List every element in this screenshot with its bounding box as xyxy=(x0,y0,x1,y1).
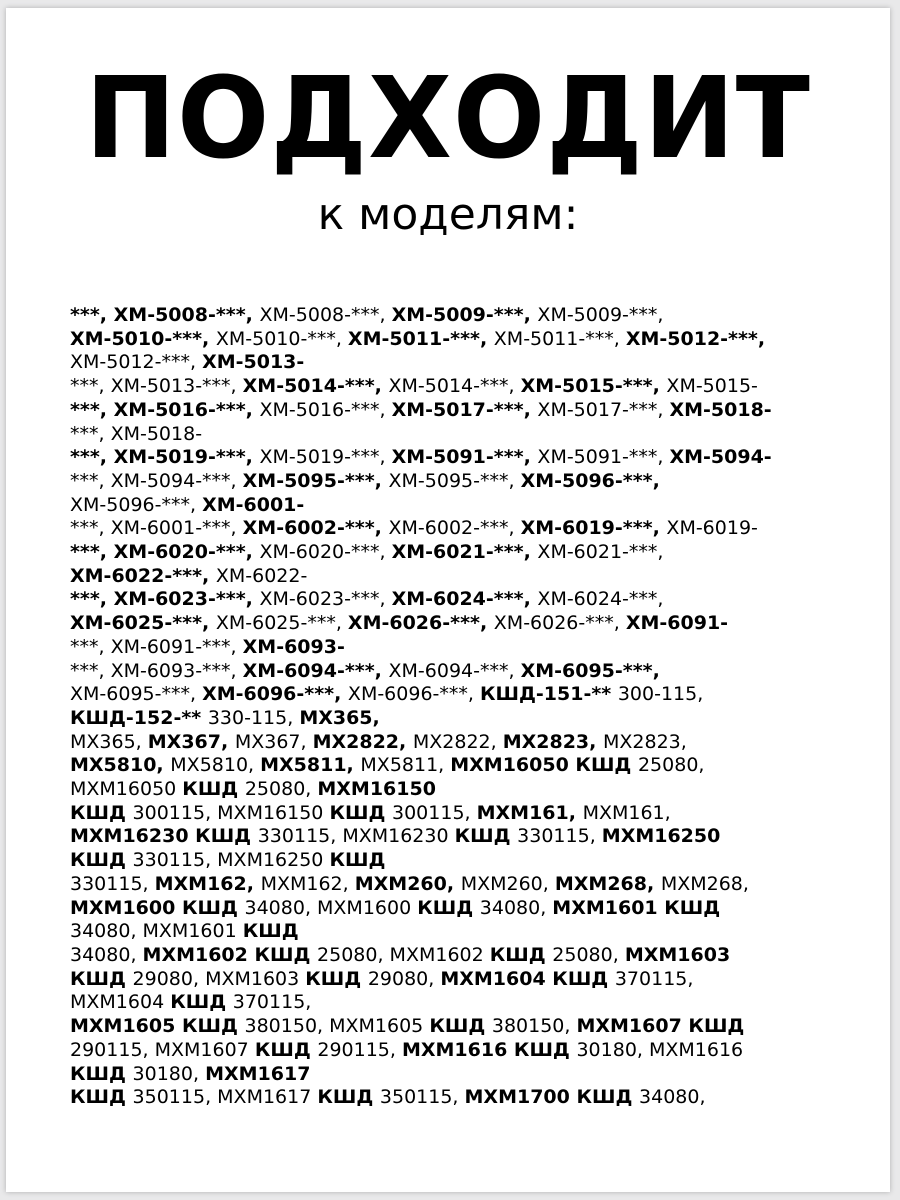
model-list-segment: ХМ-5017-***, xyxy=(391,398,538,421)
model-list-segment: КШД xyxy=(70,1062,133,1085)
model-list-segment: 350115, xyxy=(379,1086,465,1109)
model-list-segment: ХМ-5012-***, xyxy=(70,351,203,374)
model-list-line xyxy=(70,897,870,921)
model-list-segment: ХМ-5010-***, xyxy=(215,327,348,350)
model-list-segment: ХМ-5016-***, xyxy=(259,398,392,421)
model-list-segment: 25080, xyxy=(244,778,318,801)
model-list-segment: КШД xyxy=(170,991,233,1014)
model-list-segment: ХМ-6023-***, xyxy=(259,588,392,611)
model-list-segment: 29080, xyxy=(367,967,441,990)
model-list-segment: МХМ1604 КШД xyxy=(440,967,615,990)
model-list-segment: МХМ16050 КШД xyxy=(450,754,638,777)
model-list-segment: МХМ162, xyxy=(154,872,261,895)
model-list-segment: ***, ХМ-6093-***, xyxy=(70,659,243,682)
page-title: ПОДХОДИТ xyxy=(85,54,811,184)
model-list-segment: КШД xyxy=(70,1086,133,1109)
model-list-segment: ХМ-6001- xyxy=(202,493,305,516)
model-list-segment: КШД xyxy=(454,825,518,848)
model-list-segment: КШД xyxy=(182,778,245,801)
model-list-segment: 330-115, xyxy=(207,706,300,729)
model-list-segment: МХМ268, xyxy=(554,872,661,895)
model-list-segment: МХМ1605 КШД xyxy=(70,1015,245,1038)
model-list-segment: ***, ХМ-5016-***, xyxy=(70,398,260,421)
model-list-segment: КШД-151-** xyxy=(479,683,618,706)
model-list-segment: ***, ХМ-6023-***, xyxy=(70,588,260,611)
model-list-segment: МХ2823, xyxy=(603,730,687,753)
model-list-segment: МХ5811, xyxy=(260,754,361,777)
model-list-segment: КШД xyxy=(70,849,133,872)
model-list-line xyxy=(70,991,870,1015)
model-list-segment: КШД xyxy=(317,1086,380,1109)
model-list-line xyxy=(70,328,870,352)
model-list-segment: ХМ-5019-***, xyxy=(259,446,392,469)
model-list-segment: ХМ-5017-***, xyxy=(537,398,670,421)
model-list-line xyxy=(70,446,870,470)
model-list-segment: 25080, xyxy=(552,943,625,966)
model-list-segment: ХМ-5018- xyxy=(669,398,772,421)
model-list-line xyxy=(70,802,870,826)
model-list-line xyxy=(70,849,870,873)
model-list-line xyxy=(70,968,870,992)
model-list-segment: 290115, МХМ1607 xyxy=(70,1038,255,1061)
model-list-line xyxy=(70,612,870,636)
model-list-segment: МХ2822, xyxy=(412,730,503,753)
model-list-segment: ХМ-6021-***, xyxy=(391,541,538,564)
model-list-segment: КШД xyxy=(70,967,133,990)
model-list-segment: ХМ-6091- xyxy=(625,612,729,635)
model-list-segment: МХМ161, xyxy=(582,801,671,824)
model-list-line xyxy=(70,707,870,731)
model-list-segment: МХ2822, xyxy=(312,730,413,753)
model-list-line xyxy=(70,1015,870,1039)
model-list-segment: 300115, xyxy=(392,801,477,824)
model-list-segment: ХМ-6024-***, xyxy=(537,588,664,611)
model-list-segment: МХМ260, xyxy=(460,872,555,895)
model-list-segment: 330115, xyxy=(70,872,155,895)
model-list-line xyxy=(70,541,870,565)
model-list-segment: ХМ-5094- xyxy=(669,446,772,469)
model-list-segment: 25080, МХМ1602 xyxy=(317,943,490,966)
model-list-segment: МХМ268, xyxy=(660,872,749,895)
model-list-segment: 34080, xyxy=(639,1086,706,1109)
model-list-segment: КШД xyxy=(242,920,299,943)
model-list-line xyxy=(70,873,870,897)
model-list-line xyxy=(70,494,870,518)
model-list-segment: ***, ХМ-5018- xyxy=(70,422,203,445)
model-list-segment: КШД xyxy=(489,943,553,966)
model-list-segment: ***, ХМ-5094-***, xyxy=(70,469,243,492)
model-list-line xyxy=(70,660,870,684)
model-list-segment: ХМ-5091-***, xyxy=(537,446,670,469)
model-list-segment: ***, ХМ-6001-***, xyxy=(70,517,243,540)
model-list-segment: ХМ-5012-***, xyxy=(625,327,766,350)
model-list-segment: ХМ-6025-***, xyxy=(215,612,348,635)
model-list-segment: МХ365, xyxy=(299,706,380,729)
model-list-segment: 30180, xyxy=(132,1062,206,1085)
model-list-line xyxy=(70,351,870,375)
model-list-line xyxy=(70,470,870,494)
model-list-segment: ХМ-6020-***, xyxy=(259,541,392,564)
model-list-segment: ХМ-6093- xyxy=(242,635,345,658)
model-list-segment: 330115, МХМ16230 xyxy=(257,825,455,848)
model-list-segment: ХМ-5014-***, xyxy=(388,375,521,398)
model-list-segment: 34080, МХМ1600 xyxy=(244,896,418,919)
model-list-segment: ХМ-6026-***, xyxy=(347,612,494,635)
model-list-line xyxy=(70,423,870,447)
model-list-segment: ХМ-5095-***, xyxy=(388,469,521,492)
model-list-segment: ХМ-6025-***, xyxy=(70,612,216,635)
model-list-line xyxy=(70,1086,870,1110)
compatible-models-list xyxy=(70,304,870,1110)
model-list-segment: 34080, МХМ1601 xyxy=(70,920,243,943)
model-list-line xyxy=(70,920,870,944)
model-list-segment: МХМ260, xyxy=(354,872,461,895)
model-list-segment: ХМ-6019- xyxy=(666,517,758,540)
model-list-segment: ХМ-5015-***, xyxy=(520,375,667,398)
model-list-segment: ХМ-5011-***, xyxy=(493,327,626,350)
model-list-segment: 300-115, xyxy=(617,683,704,706)
model-list-segment: ХМ-6024-***, xyxy=(391,588,538,611)
model-list-segment: МХМ161, xyxy=(476,801,583,824)
model-list-segment: ХМ-5095-***, xyxy=(242,469,389,492)
model-list-segment: ***, ХМ-6091-***, xyxy=(70,635,243,658)
model-list-segment: ХМ-6022-***, xyxy=(70,564,216,587)
model-list-line xyxy=(70,944,870,968)
model-list-segment: 300115, МХМ16150 xyxy=(132,801,330,824)
model-list-segment: МХ5811, xyxy=(360,754,451,777)
model-list-line xyxy=(70,588,870,612)
model-list-line xyxy=(70,1039,870,1063)
model-list-segment: МХ367, xyxy=(147,730,235,753)
model-list-segment: МХМ1602 КШД xyxy=(142,943,318,966)
model-list-segment: МХ365, xyxy=(70,730,148,753)
model-list-line xyxy=(70,683,870,707)
model-list-segment: КШД xyxy=(254,1038,318,1061)
model-list-line xyxy=(70,517,870,541)
model-list-segment: 34080, xyxy=(479,896,553,919)
product-card-sheet xyxy=(6,8,890,1192)
model-list-segment: ХМ-5011-***, xyxy=(347,327,494,350)
model-list-line xyxy=(70,778,870,802)
model-list-segment: ***, ХМ-5013-***, xyxy=(70,375,243,398)
model-list-segment: ХМ-6019-***, xyxy=(520,517,667,540)
model-list-segment: МХ367, xyxy=(234,730,313,753)
model-list-segment: КШД xyxy=(305,967,368,990)
model-list-segment: ХМ-6026-***, xyxy=(493,612,626,635)
model-list-segment: 380150, xyxy=(491,1015,577,1038)
model-list-segment: МХМ16250 xyxy=(601,825,721,848)
model-list-segment: ХМ-6095-***, xyxy=(70,683,203,706)
model-list-segment: МХМ16150 xyxy=(317,778,436,801)
model-list-line xyxy=(70,731,870,755)
model-list-segment: ХМ-5015- xyxy=(666,375,758,398)
model-list-segment: 29080, МХМ1603 xyxy=(132,967,306,990)
model-list-segment: МХМ16050 xyxy=(70,778,183,801)
model-list-segment: МХМ1601 КШД xyxy=(552,896,721,919)
model-list-segment: ХМ-5008-***, xyxy=(259,304,392,326)
model-list-segment: ХМ-5009-***, xyxy=(537,304,664,326)
model-list-segment: КШД xyxy=(329,801,392,824)
model-list-segment: ХМ-6095-***, xyxy=(520,659,660,682)
model-list-segment: ХМ-6094-***, xyxy=(388,659,521,682)
model-list-segment: МХМ16230 КШД xyxy=(70,825,258,848)
model-list-segment: МХМ1617 xyxy=(205,1062,311,1085)
model-list-segment: КШД-152-** xyxy=(70,706,208,729)
model-list-segment: ХМ-5013- xyxy=(202,351,305,374)
model-list-line xyxy=(70,375,870,399)
model-list-segment: ХМ-5014-***, xyxy=(242,375,389,398)
model-list-segment: МХ5810, xyxy=(70,754,171,777)
model-list-segment: 380150, МХМ1605 xyxy=(244,1015,430,1038)
model-list-segment: 370115, xyxy=(232,991,312,1014)
model-list-line xyxy=(70,304,870,328)
model-list-segment: МХМ1607 КШД xyxy=(576,1015,745,1038)
model-list-segment: 330115, xyxy=(517,825,602,848)
model-list-segment: КШД xyxy=(417,896,480,919)
model-list-segment: МХМ1603 xyxy=(624,943,731,966)
model-list-line xyxy=(70,1063,870,1087)
model-list-segment: ХМ-6002-***, xyxy=(388,517,521,540)
model-list-segment: ХМ-5009-***, xyxy=(391,304,538,326)
model-list-segment: ХМ-6094-***, xyxy=(242,659,389,682)
model-list-line xyxy=(70,825,870,849)
model-list-segment: КШД xyxy=(429,1015,492,1038)
model-list-segment: ХМ-6002-***, xyxy=(242,517,389,540)
model-list-segment: КШД xyxy=(70,801,133,824)
model-list-line xyxy=(70,636,870,660)
model-list-segment: МХМ1600 КШД xyxy=(70,896,245,919)
model-list-segment: 34080, xyxy=(70,943,143,966)
model-list-segment: 25080, xyxy=(637,754,705,777)
model-list-segment: МХМ1604 xyxy=(70,991,171,1014)
model-list-segment: ХМ-6096-***, xyxy=(202,683,348,706)
model-list-segment: ХМ-5091-***, xyxy=(391,446,538,469)
model-list-segment: ХМ-6021-***, xyxy=(537,541,664,564)
model-list-segment: МХМ1616 КШД xyxy=(401,1038,577,1061)
model-list-segment: МХМ1700 КШД xyxy=(464,1086,640,1109)
model-list-segment: МХ2823, xyxy=(502,730,603,753)
model-list-segment: 370115, xyxy=(614,967,694,990)
model-list-segment: 30180, МХМ1616 xyxy=(576,1038,744,1061)
model-list-segment: ХМ-5096-***, xyxy=(70,493,203,516)
model-list-segment: ХМ-5096-***, xyxy=(520,469,660,492)
model-list-line xyxy=(70,399,870,423)
model-list-segment: ***, ХМ-5008-***, xyxy=(70,304,260,326)
model-list-segment: ХМ-5010-***, xyxy=(70,327,216,350)
model-list-segment: КШД xyxy=(329,849,386,872)
model-list-segment: 350115, МХМ1617 xyxy=(132,1086,318,1109)
model-list-segment: МХ5810, xyxy=(170,754,261,777)
page-subtitle: к моделям: xyxy=(317,189,579,240)
model-list-line xyxy=(70,565,870,589)
model-list-segment: ХМ-6096-***, xyxy=(347,683,480,706)
model-list-segment: ***, ХМ-6020-***, xyxy=(70,541,260,564)
model-list-segment: 330115, МХМ16250 xyxy=(132,849,330,872)
model-list-line xyxy=(70,754,870,778)
model-list-segment: 290115, xyxy=(317,1038,402,1061)
model-list-segment: ***, ХМ-5019-***, xyxy=(70,446,260,469)
model-list-segment: МХМ162, xyxy=(260,872,355,895)
model-list-segment: ХМ-6022- xyxy=(215,564,308,587)
